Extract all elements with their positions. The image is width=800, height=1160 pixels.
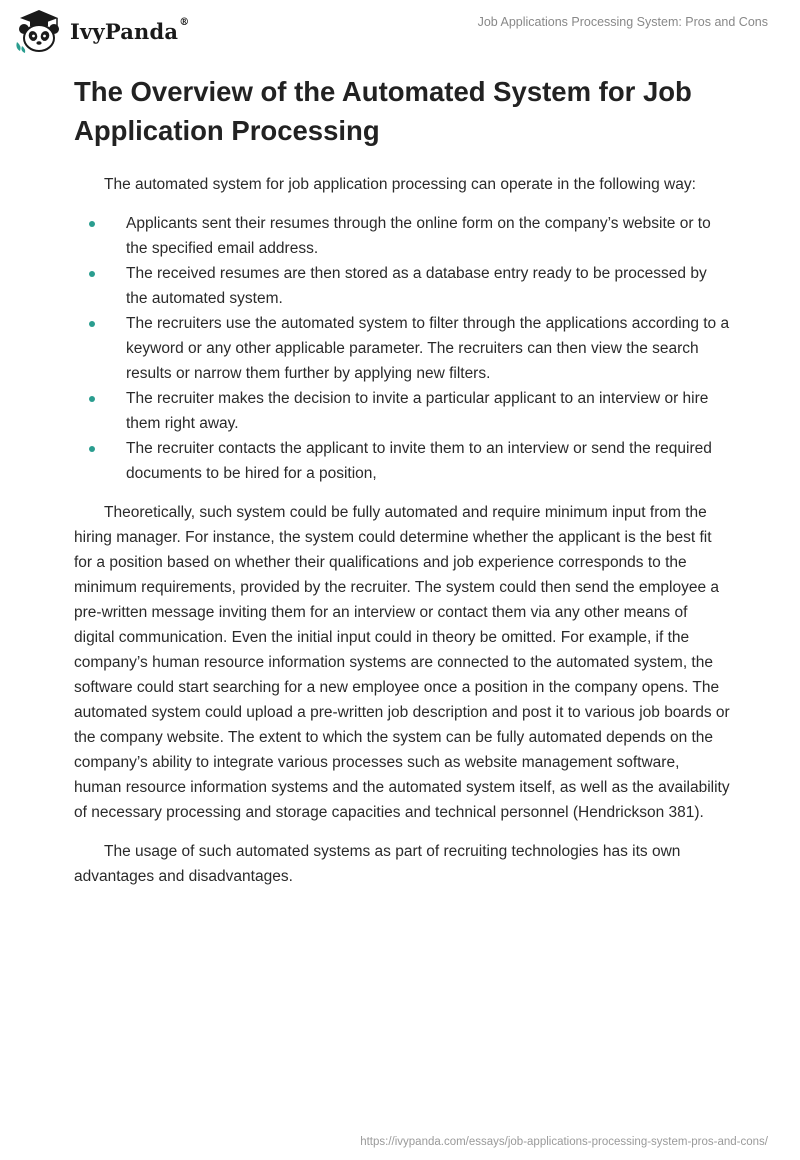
list-item-text: Applicants sent their resumes through the online form on the company’s website or to the specified email address. [126, 215, 711, 257]
source-url[interactable]: https://ivypanda.com/essays/job-applications-processing-system-pros-and-cons/ [360, 1136, 768, 1148]
page-title: The Overview of the Automated System for Job Application Processing [74, 76, 692, 146]
bullet-icon [89, 321, 95, 327]
list-item [74, 436, 730, 486]
bullet-icon [89, 271, 95, 277]
header-document-title: Job Applications Processing System: Pros and Cons [477, 15, 768, 29]
body-paragraph: Theoretically, such system could be fully automated and require minimum input from the hiring manager. For instance, the system could determine whether the applicant is the best fit for a position based on whether their qualifications and job experience corresponds to the minimum requirements, provided by the recruiter. The system could then send the employee a pre-written message inviting them for an interview or contact them via any other means of digital communication. Even the initial input could in theory be omitted. For example, if the company’s human resource information systems are connected to the automated system, the software could start searching for a new employee once a position in the company opens. The automated system could upload a pre-written job description and post it to various job boards or the company website. The extent to which the system can be fully automated depends on the company’s ability to integrate various processes such as website management software, human resource information systems and the automated system itself, as well as the availability of necessary processing and storage capacities and technical personnel (Hendrickson 381). [74, 504, 730, 821]
bullet-icon [89, 396, 95, 402]
page-header [0, 0, 800, 60]
panda-graduate-icon [14, 8, 64, 54]
ivypanda-logo[interactable] [14, 8, 189, 54]
bullet-icon [89, 221, 95, 227]
list-item [74, 386, 730, 436]
list-item-text: The recruiters use the automated system to filter through the applications according to a keyword or any other applicable parameter. The recruiters can then view the search results or narrow them further by applying new filters. [126, 315, 730, 382]
list-item-text: The received resumes are then stored as a database entry ready to be processed by the automated system. [126, 265, 707, 307]
bullet-icon [89, 446, 95, 452]
brand-name: IvyPanda® [70, 16, 190, 44]
list-item-text: The recruiter contacts the applicant to invite them to an interview or send the required documents to be hired for a position, [126, 440, 712, 482]
intro-paragraph: The automated system for job application processing can operate in the following way: [104, 176, 696, 193]
body-paragraph: The usage of such automated systems as part of recruiting technologies has its own advantages and disadvantages. [74, 843, 681, 885]
list-item [74, 261, 730, 311]
process-steps-list [74, 211, 730, 486]
list-item [74, 211, 730, 261]
list-item [74, 311, 730, 386]
article-body [74, 172, 730, 889]
list-item-text: The recruiter makes the decision to invite a particular applicant to an interview or hire them right away. [126, 390, 709, 432]
